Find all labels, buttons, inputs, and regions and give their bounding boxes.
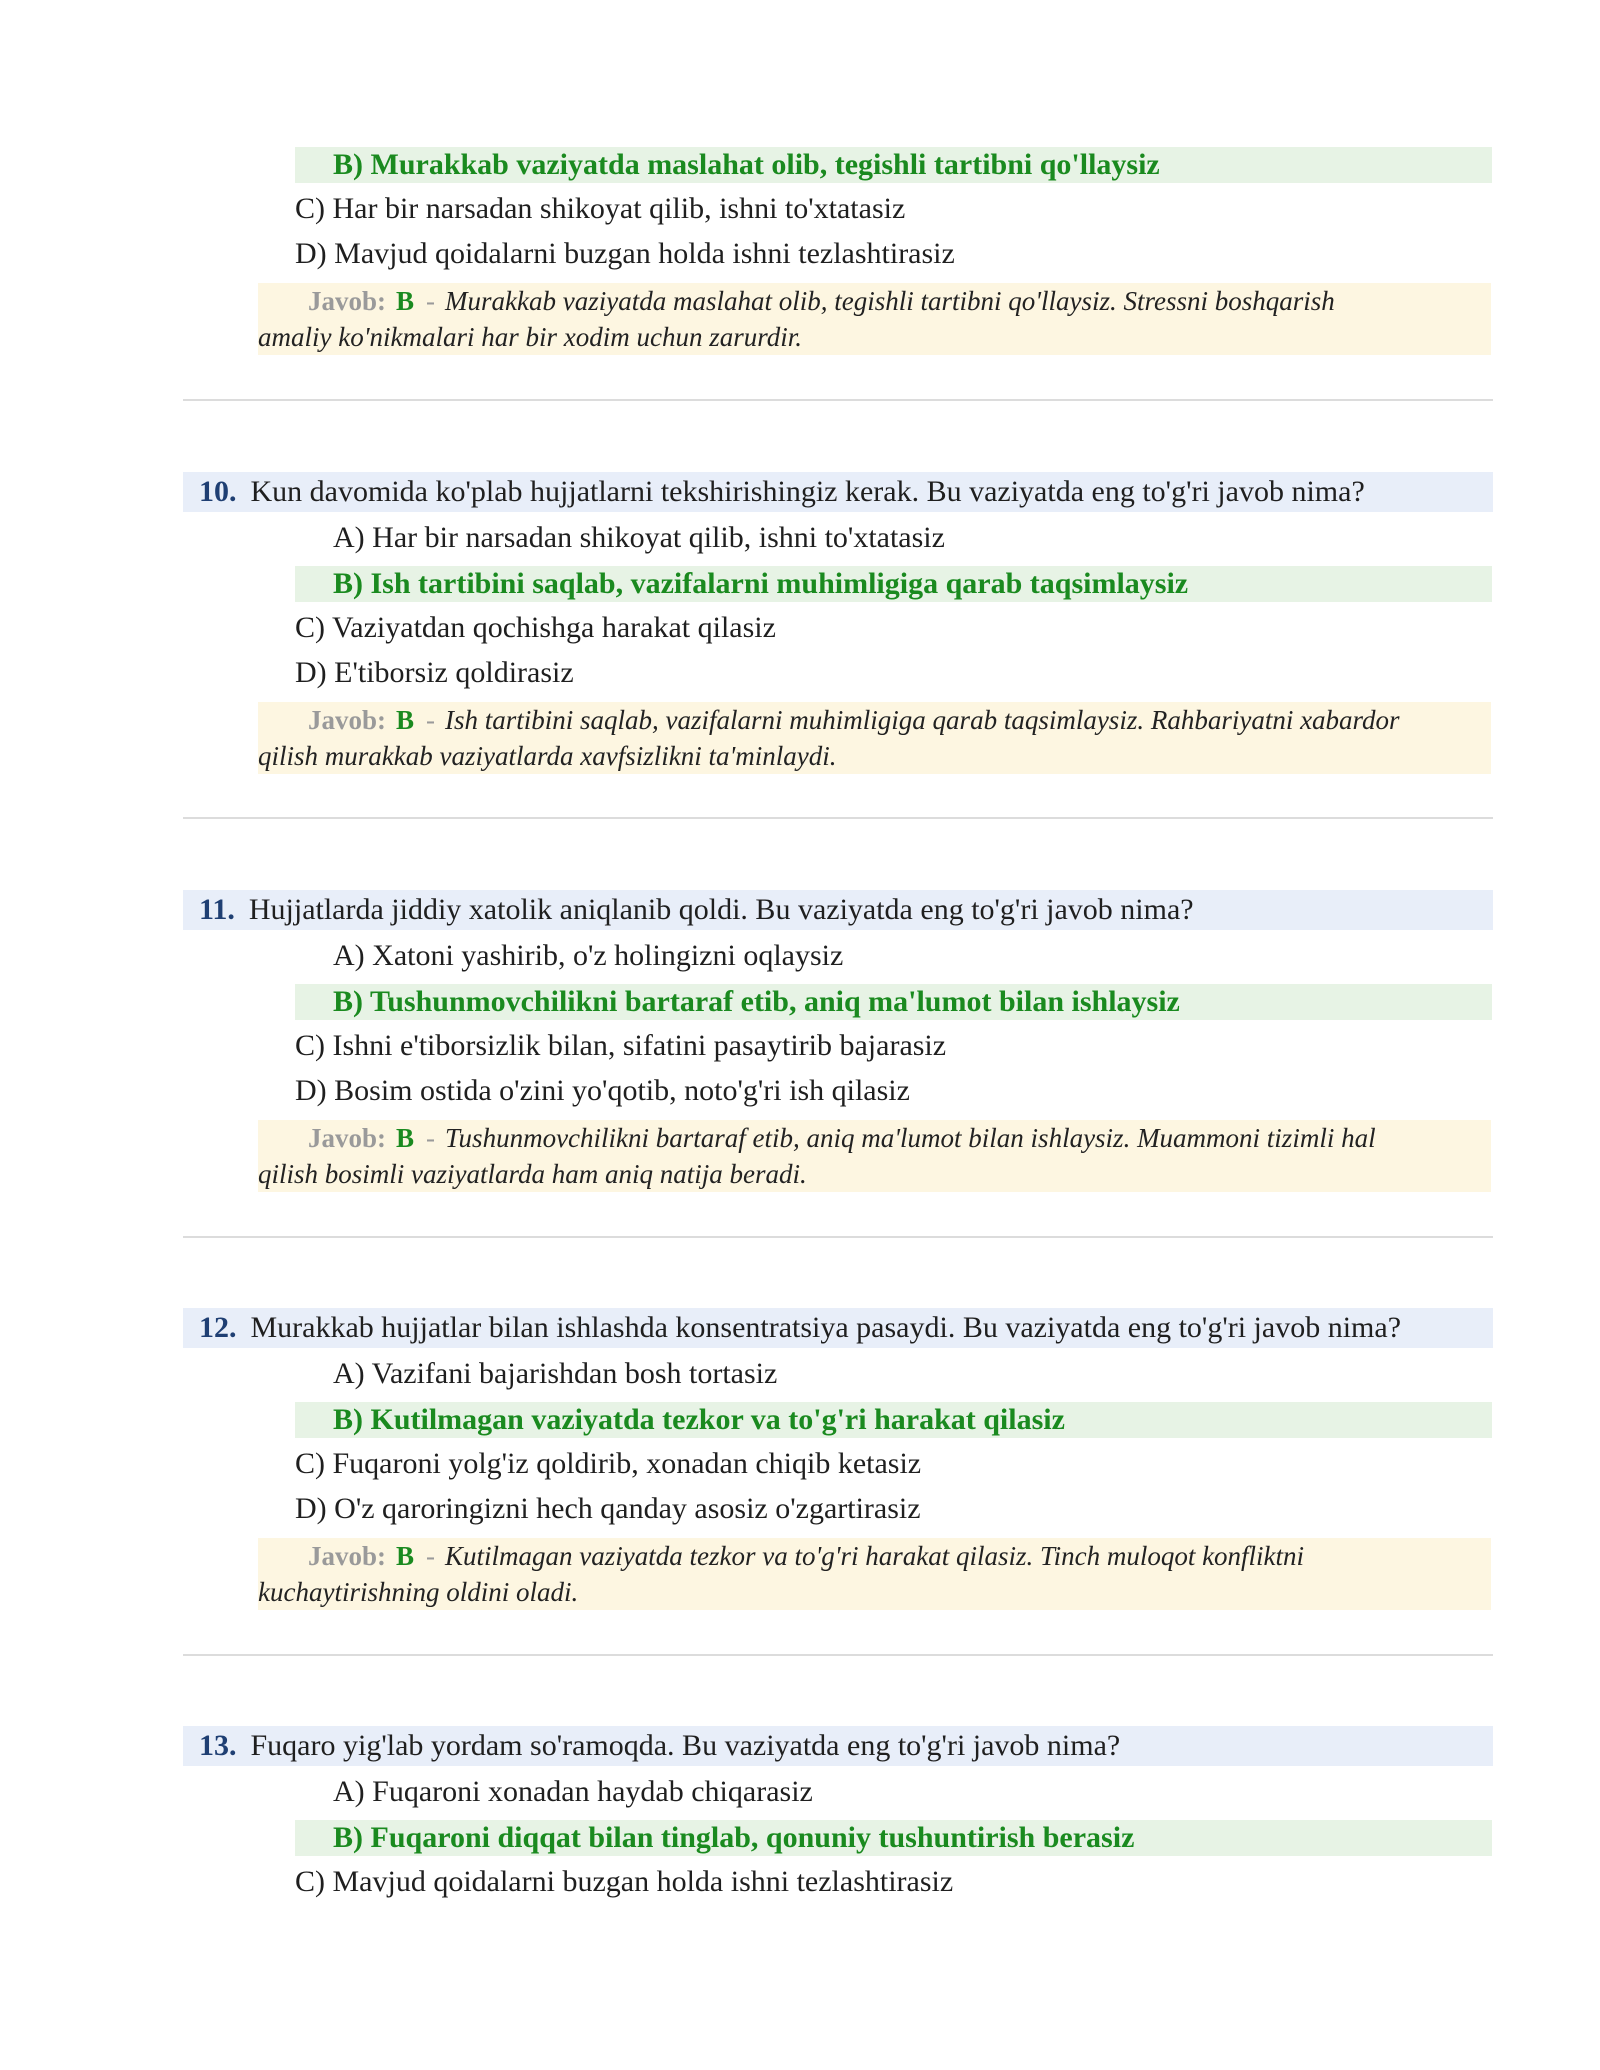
question-divider <box>183 1654 1493 1656</box>
q10-answer-box <box>258 702 1491 774</box>
q12-option-a: A) Vazifani bajarishdan bosh tortasiz <box>333 1357 778 1390</box>
answer-label: Javob: <box>308 1541 387 1571</box>
question-text: Hujjatlarda jiddiy xatolik aniqlanib qoldi. Bu vaziyatda eng to'g'ri javob nima? <box>248 893 1194 926</box>
question-11 <box>183 890 1493 930</box>
question-divider <box>183 817 1493 819</box>
q13-option-b-correct: B) Fuqaroni diqqat bilan tinglab, qonuniy tushuntirish berasiz <box>295 1820 1492 1856</box>
answer-explanation-line2: qilish murakkab vaziyatlarda xavfsizlikni ta'minlaydi. <box>258 741 837 771</box>
q9-option-b-correct: B) Murakkab vaziyatda maslahat olib, tegishli tartibni qo'llaysiz <box>295 147 1492 183</box>
answer-letter: B <box>396 1541 415 1571</box>
question-number: 11. <box>199 893 235 926</box>
question-divider <box>183 1236 1493 1238</box>
answer-label: Javob: <box>308 286 387 316</box>
q11-option-b-correct: B) Tushunmovchilikni bartaraf etib, aniq ma'lumot bilan ishlaysiz <box>295 984 1492 1020</box>
q11-answer-box <box>258 1120 1491 1192</box>
q9-answer-box <box>258 283 1491 355</box>
answer-letter: B <box>396 1123 415 1153</box>
q9-option-c: C) Har bir narsadan shikoyat qilib, ishni to'xtatasiz <box>295 192 906 225</box>
q10-option-a: A) Har bir narsadan shikoyat qilib, ishni to'xtatasiz <box>333 521 945 554</box>
question-10 <box>183 472 1493 512</box>
question-number: 13. <box>199 1729 237 1762</box>
q13-option-c: C) Mavjud qoidalarni buzgan holda ishni tezlashtirasiz <box>295 1865 954 1898</box>
question-number: 10. <box>199 475 237 508</box>
q11-option-c: C) Ishni e'tiborsizlik bilan, sifatini pasaytirib bajarasiz <box>295 1029 947 1062</box>
q10-option-d: D) E'tiborsiz qoldirasiz <box>295 656 574 689</box>
q12-option-d: D) O'z qaroringizni hech qanday asosiz o'zgartirasiz <box>295 1492 921 1525</box>
answer-explanation-line1: Tushunmovchilikni bartaraf etib, aniq ma'lumot bilan ishlaysiz. Muammoni tizimli hal <box>445 1123 1376 1153</box>
answer-letter: B <box>396 705 415 735</box>
question-number: 12. <box>199 1311 237 1344</box>
q12-answer-box <box>258 1538 1491 1610</box>
answer-explanation-line2: amaliy ko'nikmalari har bir xodim uchun zarurdir. <box>258 322 803 352</box>
question-divider <box>183 399 1493 401</box>
answer-explanation-line1: Murakkab vaziyatda maslahat olib, tegishli tartibni qo'llaysiz. Stressni boshqarish <box>445 286 1335 316</box>
answer-dash: - <box>426 1541 436 1571</box>
question-text: Fuqaro yig'lab yordam so'ramoqda. Bu vaziyatda eng to'g'ri javob nima? <box>250 1729 1121 1762</box>
answer-explanation-line1: Kutilmagan vaziyatda tezkor va to'g'ri harakat qilasiz. Tinch muloqot konfliktni <box>445 1541 1305 1571</box>
answer-explanation-line2: kuchaytirishning oldini oladi. <box>258 1577 579 1607</box>
answer-label: Javob: <box>308 705 387 735</box>
answer-letter: B <box>396 286 415 316</box>
question-text: Murakkab hujjatlar bilan ishlashda konsentratsiya pasaydi. Bu vaziyatda eng to'g'ri javob nima? <box>250 1311 1402 1344</box>
answer-dash: - <box>426 705 436 735</box>
q9-option-d: D) Mavjud qoidalarni buzgan holda ishni tezlashtirasiz <box>295 237 955 270</box>
question-12 <box>183 1308 1493 1348</box>
q10-option-b-correct: B) Ish tartibini saqlab, vazifalarni muhimligiga qarab taqsimlaysiz <box>295 566 1492 602</box>
question-text: Kun davomida ko'plab hujjatlarni tekshirishingiz kerak. Bu vaziyatda eng to'g'ri javob nima? <box>250 475 1365 508</box>
answer-explanation-line1: Ish tartibini saqlab, vazifalarni muhimligiga qarab taqsimlaysiz. Rahbariyatni xabardor <box>445 705 1400 735</box>
answer-dash: - <box>426 1123 436 1153</box>
question-13 <box>183 1726 1493 1766</box>
q10-option-c: C) Vaziyatdan qochishga harakat qilasiz <box>295 611 776 644</box>
answer-explanation-line2: qilish bosimli vaziyatlarda ham aniq natija beradi. <box>258 1159 807 1189</box>
q11-option-d: D) Bosim ostida o'zini yo'qotib, noto'g'ri ish qilasiz <box>295 1074 910 1107</box>
answer-label: Javob: <box>308 1123 387 1153</box>
q13-option-a: A) Fuqaroni xonadan haydab chiqarasiz <box>333 1775 813 1808</box>
q11-option-a: A) Xatoni yashirib, o'z holingizni oqlaysiz <box>333 939 844 972</box>
q12-option-c: C) Fuqaroni yolg'iz qoldirib, xonadan chiqib ketasiz <box>295 1447 922 1480</box>
answer-dash: - <box>426 286 436 316</box>
q12-option-b-correct: B) Kutilmagan vaziyatda tezkor va to'g'ri harakat qilasiz <box>295 1402 1492 1438</box>
